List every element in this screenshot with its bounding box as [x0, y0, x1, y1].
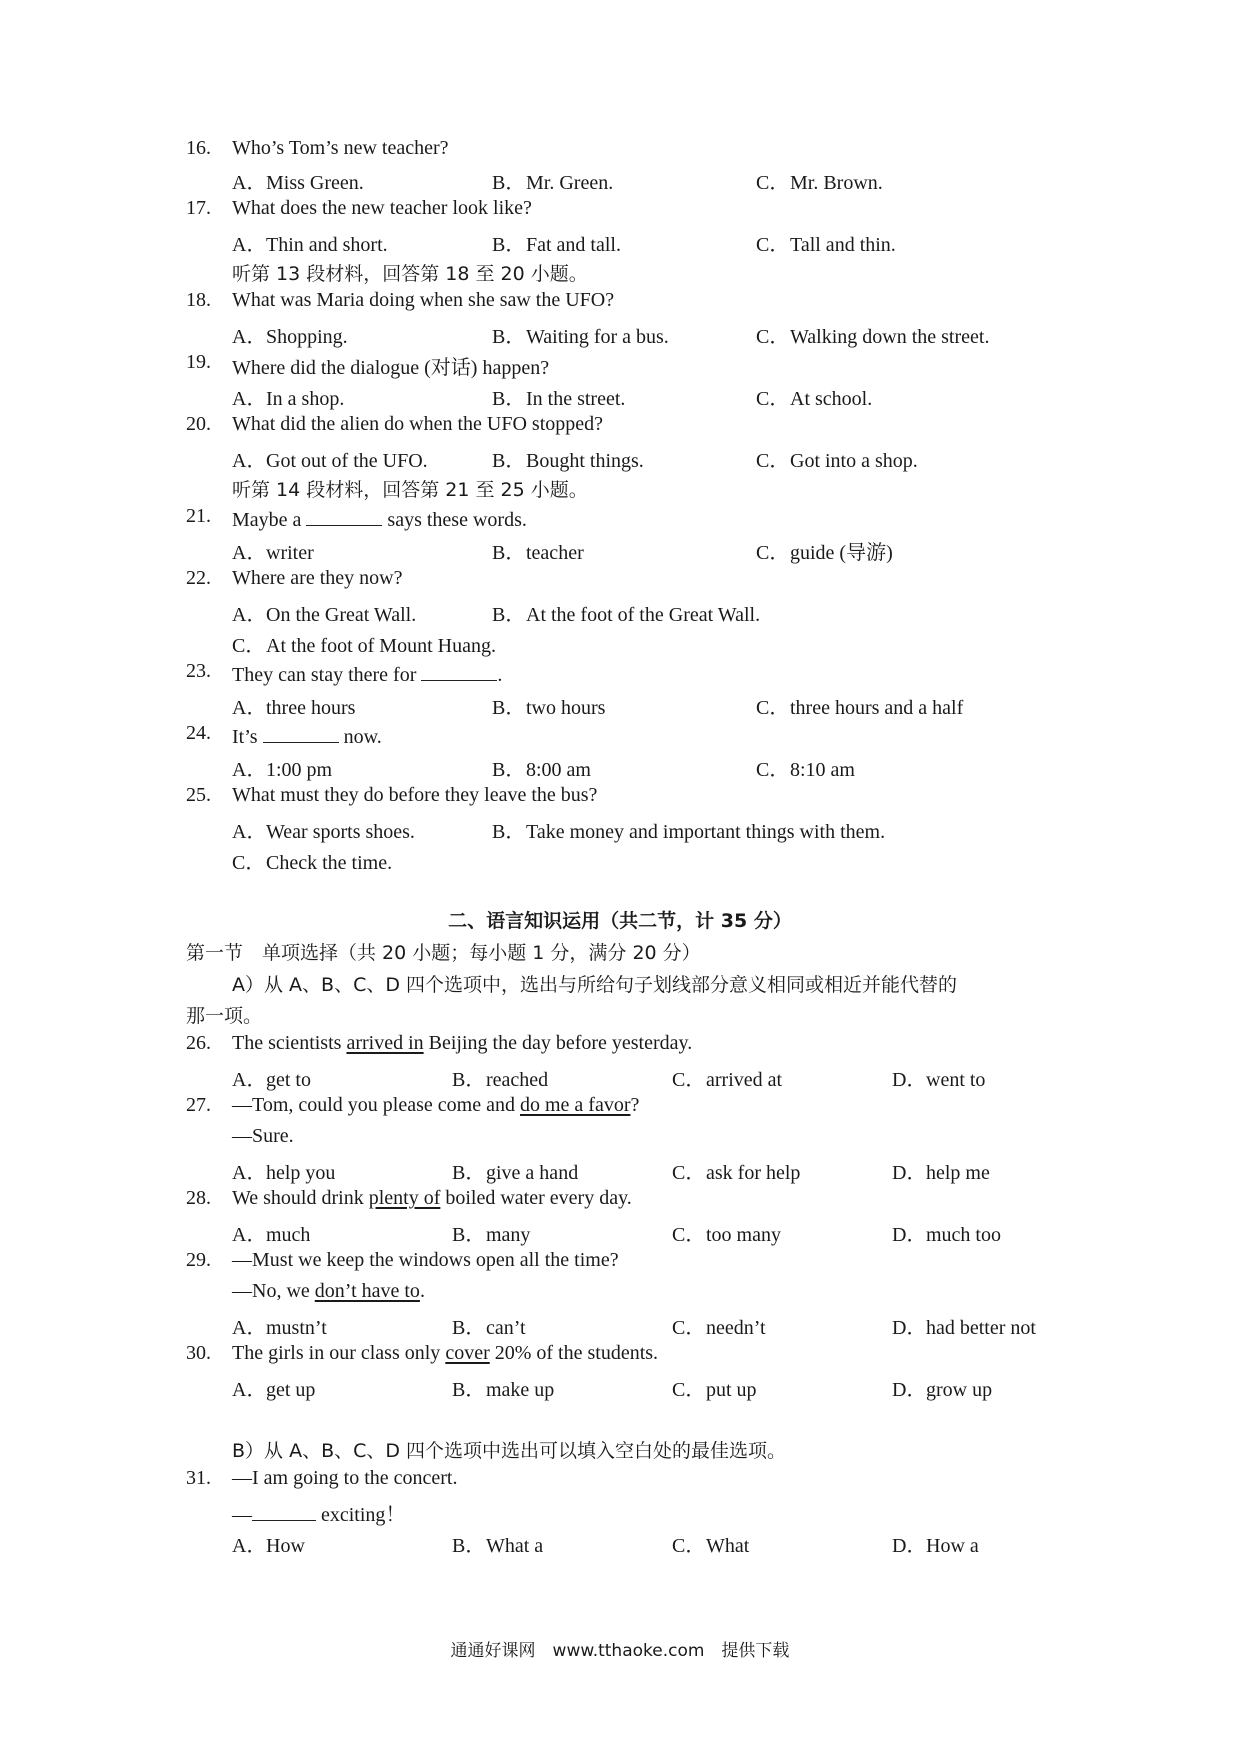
- question-text: Who’s Tom’s new teacher?: [232, 137, 449, 159]
- question-number: 17.: [186, 197, 211, 219]
- option-b: B．give a hand: [452, 1162, 579, 1184]
- option-b: B．two hours: [492, 697, 606, 719]
- question-23-options: [0, 691, 1240, 723]
- question-23: [0, 660, 1240, 692]
- question-20-options: [0, 444, 1240, 476]
- question-30: [0, 1342, 1240, 1374]
- question-22-options: [0, 598, 1240, 630]
- question-22: [0, 567, 1240, 599]
- option-c: C．What: [672, 1535, 750, 1557]
- question-25-options: [0, 815, 1240, 847]
- question-number: 22.: [186, 567, 211, 589]
- underlined-phrase: do me a favor: [519, 1094, 631, 1116]
- question-22-option-c-row: [0, 629, 1240, 661]
- question-31-reply: — exciting！: [0, 1498, 1240, 1530]
- question-27: [0, 1094, 1240, 1126]
- question-16-options: [0, 166, 1240, 198]
- answer-blank: [263, 722, 339, 743]
- option-a: A．Wear sports shoes.: [232, 821, 415, 843]
- question-number: 21.: [186, 505, 211, 527]
- question-number: 25.: [186, 784, 211, 806]
- option-c: C．arrived at: [672, 1069, 783, 1091]
- question-19: [0, 351, 1240, 383]
- option-b: B．teacher: [492, 542, 584, 564]
- question-26-options: [0, 1063, 1240, 1095]
- question-26: [0, 1032, 1240, 1064]
- question-number: 31.: [186, 1467, 211, 1489]
- question-31: [0, 1467, 1240, 1499]
- option-c: C．put up: [672, 1379, 757, 1401]
- listening-instruction-13: 听第 13 段材料，回答第 18 至 20 小题。: [232, 263, 588, 285]
- option-b: B．In the street.: [492, 388, 626, 410]
- option-b: B．reached: [452, 1069, 549, 1091]
- question-21: [0, 505, 1240, 537]
- option-d: D．much too: [892, 1224, 1001, 1246]
- option-a: A．Thin and short.: [232, 234, 388, 256]
- option-c: C．three hours and a half: [756, 697, 964, 719]
- option-b: B．can’t: [452, 1317, 526, 1339]
- option-b: B．Fat and tall.: [492, 234, 621, 256]
- option-b: B．At the foot of the Great Wall.: [492, 604, 761, 626]
- question-18-options: [0, 320, 1240, 352]
- option-c: C．guide (导游): [756, 542, 893, 564]
- page-footer: 通通好课网 www.tthaoke.com 提供下载: [450, 1641, 790, 1661]
- question-number: 20.: [186, 413, 211, 435]
- question-24-options: [0, 753, 1240, 785]
- question-17: [0, 197, 1240, 229]
- underlined-phrase: arrived in: [346, 1032, 424, 1054]
- question-text: What does the new teacher look like?: [232, 197, 532, 219]
- instruction-a-cont: 那一项。: [186, 1005, 263, 1027]
- question-number: 30.: [186, 1342, 211, 1364]
- option-d: D．How a: [892, 1535, 979, 1557]
- answer-blank: [306, 505, 382, 526]
- option-d: D．grow up: [892, 1379, 993, 1401]
- option-b: B．Take money and important things with them.: [492, 821, 886, 843]
- question-25-option-c-row: [0, 846, 1240, 878]
- question-number: 18.: [186, 289, 211, 311]
- question-number: 16.: [186, 137, 211, 159]
- option-c: C．Walking down the street.: [756, 326, 990, 348]
- question-16: [0, 137, 1240, 169]
- option-b: B．What a: [452, 1535, 544, 1557]
- question-21-options: [0, 536, 1240, 568]
- option-b: B．Waiting for a bus.: [492, 326, 669, 348]
- question-text: Maybe a says these words.: [232, 505, 527, 532]
- option-a: A．get up: [232, 1379, 316, 1401]
- question-number: 19.: [186, 351, 211, 373]
- part-title: 第一节 单项选择（共 20 小题；每小题 1 分，满分 20 分）: [186, 942, 701, 964]
- question-29-options: [0, 1311, 1240, 1343]
- option-a: A．get to: [232, 1069, 311, 1091]
- underlined-phrase: cover: [445, 1342, 490, 1364]
- question-25: [0, 784, 1240, 816]
- option-d: D．went to: [892, 1069, 986, 1091]
- option-c: C．Got into a shop.: [756, 450, 918, 472]
- question-text: What did the alien do when the UFO stopped?: [232, 413, 604, 435]
- question-text: What was Maria doing when she saw the UFO?: [232, 289, 615, 311]
- question-text: —Must we keep the windows open all the time?: [232, 1249, 619, 1271]
- question-17-options: [0, 228, 1240, 260]
- option-c: C．Check the time.: [232, 852, 393, 874]
- question-31-options: [0, 1529, 1240, 1561]
- question-28: [0, 1187, 1240, 1219]
- option-c: C．ask for help: [672, 1162, 801, 1184]
- question-text: The scientists arrived in Beijing the day before yesterday.: [232, 1032, 693, 1054]
- question-20: [0, 413, 1240, 445]
- question-24: [0, 722, 1240, 754]
- option-b: B．Bought things.: [492, 450, 644, 472]
- option-a: A．writer: [232, 542, 314, 564]
- option-a: A．In a shop.: [232, 388, 345, 410]
- instruction-a: A）从 A、B、C、D 四个选项中，选出与所给句子划线部分意义相同或相近并能代替的: [232, 974, 958, 996]
- question-text: Where did the dialogue (对话) happen?: [232, 357, 550, 379]
- question-text: The girls in our class only cover 20% of the students.: [232, 1342, 659, 1364]
- option-c: C．too many: [672, 1224, 781, 1246]
- option-a: A．mustn’t: [232, 1317, 327, 1339]
- option-a: A．Got out of the UFO.: [232, 450, 428, 472]
- question-text: We should drink plenty of boiled water every day.: [232, 1187, 632, 1209]
- question-text: It’s now.: [232, 722, 382, 749]
- question-29-reply: —No, we don’t have to.: [232, 1280, 425, 1302]
- question-number: 28.: [186, 1187, 211, 1209]
- question-text: —Tom, could you please come and do me a favor?: [232, 1094, 640, 1116]
- option-a: A．Miss Green.: [232, 172, 364, 194]
- question-27-reply: —Sure.: [232, 1125, 294, 1147]
- option-b: B．make up: [452, 1379, 555, 1401]
- option-a: A．Shopping.: [232, 326, 348, 348]
- option-a: A．How: [232, 1535, 305, 1557]
- question-19-options: [0, 382, 1240, 414]
- question-number: 24.: [186, 722, 211, 744]
- option-c: C．Mr. Brown.: [756, 172, 883, 194]
- option-a: A．On the Great Wall.: [232, 604, 417, 626]
- question-text: They can stay there for .: [232, 660, 502, 687]
- instruction-b: B）从 A、B、C、D 四个选项中选出可以填入空白处的最佳选项。: [232, 1440, 787, 1462]
- option-b: B．Mr. Green.: [492, 172, 614, 194]
- option-c: C．8:10 am: [756, 759, 855, 781]
- option-d: D．had better not: [892, 1317, 1036, 1339]
- option-c: C．At school.: [756, 388, 873, 410]
- option-a: A．1:00 pm: [232, 759, 333, 781]
- question-number: 27.: [186, 1094, 211, 1116]
- question-30-options: [0, 1373, 1240, 1405]
- question-28-options: [0, 1218, 1240, 1250]
- section-title: 二、语言知识运用（共二节，计 35 分）: [448, 910, 792, 932]
- question-29: [0, 1249, 1240, 1281]
- listening-instruction-14: 听第 14 段材料，回答第 21 至 25 小题。: [232, 479, 588, 501]
- question-text: What must they do before they leave the bus?: [232, 784, 598, 806]
- option-b: B．many: [452, 1224, 531, 1246]
- option-a: A．help you: [232, 1162, 336, 1184]
- option-c: C．At the foot of Mount Huang.: [232, 635, 496, 657]
- question-number: 23.: [186, 660, 211, 682]
- underlined-phrase: plenty of: [368, 1187, 441, 1209]
- option-b: B．8:00 am: [492, 759, 591, 781]
- question-text: Where are they now?: [232, 567, 403, 589]
- option-c: C．Tall and thin.: [756, 234, 896, 256]
- underlined-phrase: don’t have to: [314, 1280, 420, 1302]
- option-a: A．much: [232, 1224, 311, 1246]
- option-a: A．three hours: [232, 697, 356, 719]
- question-number: 29.: [186, 1249, 211, 1271]
- answer-blank: [252, 1500, 316, 1521]
- question-18: [0, 289, 1240, 321]
- option-c: C．needn’t: [672, 1317, 766, 1339]
- answer-blank: [421, 660, 497, 681]
- question-text: —I am going to the concert.: [232, 1467, 458, 1489]
- question-27-options: [0, 1156, 1240, 1188]
- question-number: 26.: [186, 1032, 211, 1054]
- option-d: D．help me: [892, 1162, 990, 1184]
